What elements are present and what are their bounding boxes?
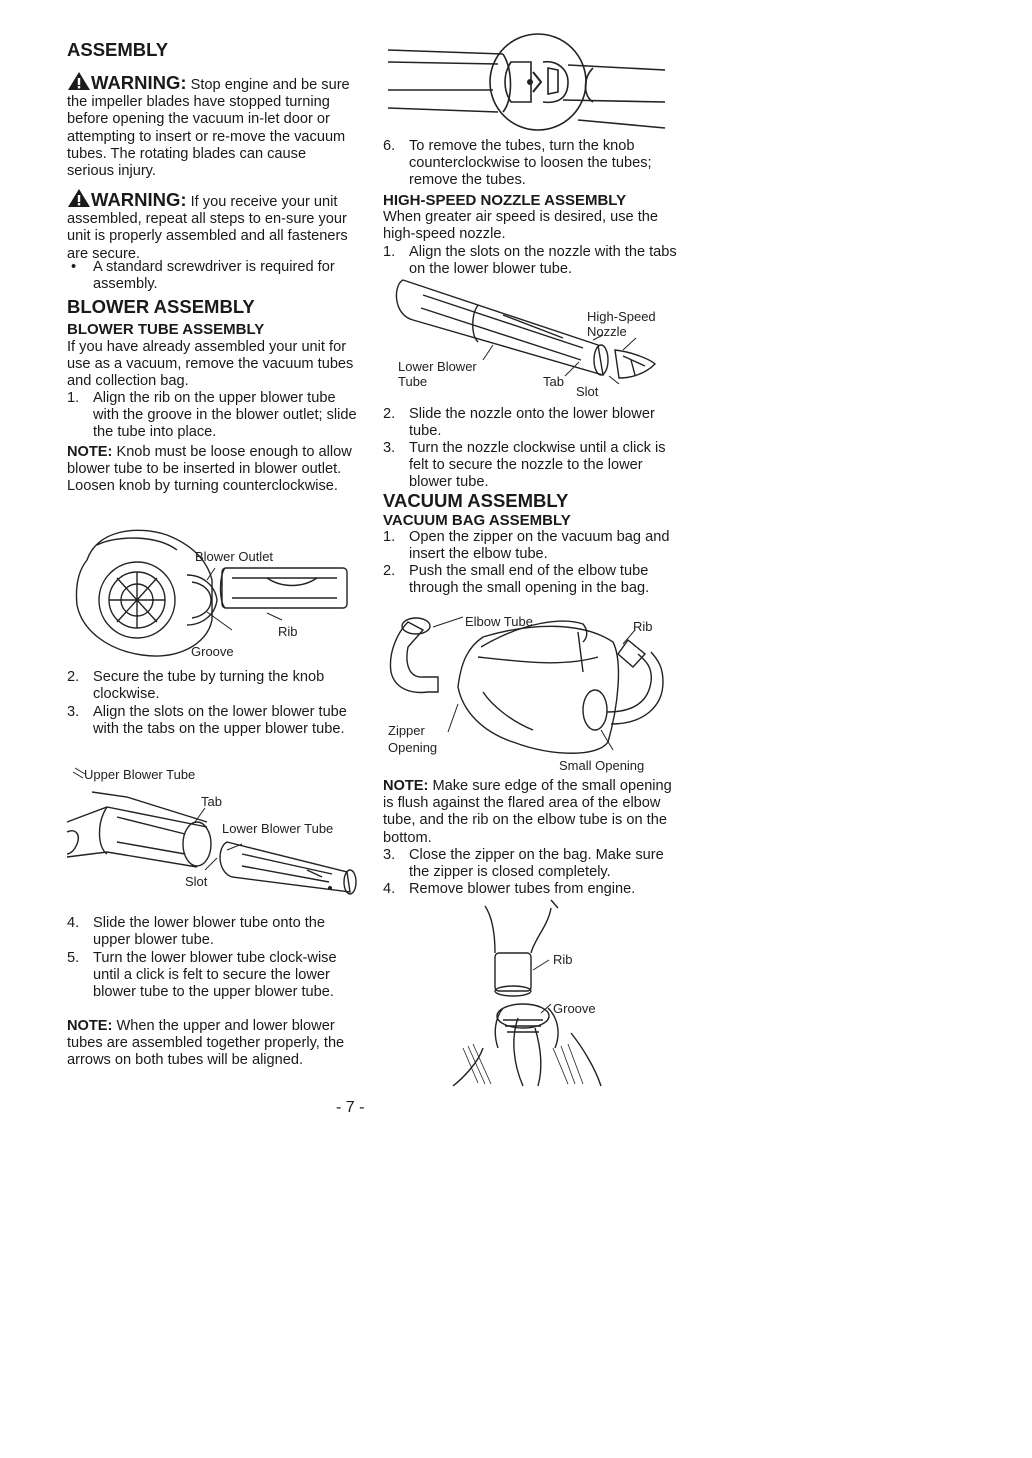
tab-label: Tab	[201, 794, 222, 809]
warning-2-text: If you receive your unit assembled, repeat all steps to en-sure your unit is properly assembled and all fasteners are secure.	[67, 194, 348, 262]
nozzle-label: Nozzle	[587, 324, 627, 339]
engine-groove-illustration	[423, 898, 663, 1088]
step-number: 5.	[67, 950, 80, 966]
step-text: Close the zipper on the bag. Make sure the zipper is closed completely.	[409, 847, 664, 881]
groove-label: Groove	[553, 1001, 596, 1016]
step-number: 2.	[67, 669, 80, 685]
note-1	[67, 444, 357, 496]
step-text: Align the rib on the upper blower tube with the groove in the blower outlet; slide the tube into place.	[93, 390, 357, 441]
bullet-text: A standard screwdriver is required for assembly.	[93, 259, 335, 293]
note-3-text: Make sure edge of the small opening is flush against the flared area of the elbow tube, and the rib on the elbow tube is on the bottom.	[383, 778, 672, 846]
step-number: 2.	[383, 406, 396, 422]
step-text: To remove the tubes, turn the knob counterclockwise to loosen the tubes; remove the tubes.	[409, 138, 652, 189]
step-number: 1.	[383, 244, 396, 260]
upper-blower-tube-label: Upper Blower Tube	[84, 767, 196, 782]
high-speed-nozzle-heading: HIGH-SPEED NOZZLE ASSEMBLY	[383, 192, 627, 209]
blower-tubes-figure	[67, 762, 357, 902]
step-text: Slide the lower blower tube onto the upper blower tube.	[93, 915, 326, 949]
vacuum-assembly-heading: VACUUM ASSEMBLY	[383, 490, 569, 511]
note-3	[383, 778, 673, 847]
vacuum-bag-figure	[383, 612, 673, 777]
step-text: Push the small end of the elbow tube through the small opening in the bag.	[409, 563, 650, 597]
step-number: 3.	[383, 847, 396, 863]
step-number: 3.	[383, 440, 396, 456]
page-number: - 7 -	[336, 1099, 365, 1116]
step-number: 4.	[67, 915, 80, 931]
groove-label: Groove	[191, 644, 234, 659]
step-number: 3.	[67, 704, 80, 720]
rib-label: Rib	[278, 624, 298, 639]
blower-tube-assembly-heading: BLOWER TUBE ASSEMBLY	[67, 321, 265, 338]
tab-label: Tab	[543, 374, 564, 389]
blower-outlet-label: Blower Outlet	[195, 549, 274, 564]
step-text: Secure the tube by turning the knob clockwise.	[93, 669, 325, 703]
step-text: Remove blower tubes from engine.	[409, 881, 636, 897]
elbow-tube-label: Elbow Tube	[465, 614, 533, 629]
note-1-text: Knob must be loose enough to allow blower tube to be inserted in blower outlet. Loosen knob by turning counterclockwise.	[67, 444, 352, 495]
step-text: Turn the nozzle clockwise until a click is felt to secure the nozzle to the lower blower tube.	[409, 440, 666, 491]
step-number: 6.	[383, 138, 396, 154]
bullet-mark: •	[71, 259, 77, 275]
step-text: Slide the nozzle onto the lower blower tube.	[409, 406, 655, 440]
high-speed-label: High-Speed	[587, 309, 656, 324]
note-1-label: NOTE:	[67, 444, 113, 460]
blower-intro: If you have already assembled your unit for use as a vacuum, remove the vacuum tubes and collection bag.	[67, 339, 354, 390]
lower-blower-label: Lower Blower	[398, 359, 477, 374]
step-text: Align the slots on the nozzle with the tabs on the lower blower tube.	[409, 244, 677, 278]
note-3-label: NOTE:	[383, 778, 429, 794]
step-number: 1.	[67, 390, 80, 406]
warning-2-label: WARNING:	[91, 189, 187, 210]
zipper-label: Zipper	[388, 723, 425, 738]
tube-knob-illustration	[383, 40, 673, 135]
warning-1	[67, 71, 357, 180]
blower-outlet-figure	[67, 520, 357, 670]
engine-groove-figure	[423, 898, 663, 1088]
nozzle-intro: When greater air speed is desired, use the high-speed nozzle.	[383, 209, 659, 243]
vacuum-bag-assembly-heading: VACUUM BAG ASSEMBLY	[383, 512, 571, 529]
warning-1-text: Stop engine and be sure the impeller blades have stopped turning before opening the vacuum in-let door or attempting to insert or re-move the vacuum tubes. The rotating blades can cause serious injury.	[67, 77, 350, 180]
step-number: 1.	[383, 529, 396, 545]
tube-label: Tube	[398, 374, 428, 389]
slot-label: Slot	[576, 384, 599, 399]
small-opening-label: Small Opening	[559, 758, 645, 773]
note-2-label: NOTE:	[67, 1018, 113, 1034]
step-text: Turn the lower blower tube clock-wise until a click is felt to secure the lower blower tube to the upper blower tube.	[93, 950, 337, 1001]
assembly-heading: ASSEMBLY	[67, 39, 169, 60]
tube-knob-figure	[383, 40, 673, 135]
rib-label: Rib	[633, 619, 653, 634]
slot-label: Slot	[185, 874, 208, 889]
step-text: Align the slots on the lower blower tube with the tabs on the upper blower tube.	[93, 704, 347, 738]
warning-2	[67, 188, 357, 263]
warning-icon	[67, 71, 91, 91]
step-number: 4.	[383, 881, 396, 897]
warning-icon	[67, 188, 91, 208]
opening-label: Opening	[388, 740, 438, 755]
warning-1-label: WARNING:	[91, 72, 187, 93]
step-text: Open the zipper on the vacuum bag and insert the elbow tube.	[409, 529, 670, 563]
nozzle-figure	[383, 280, 673, 400]
note-2-text: When the upper and lower blower tubes are assembled together properly, the arrows on both tubes will be aligned.	[67, 1018, 345, 1069]
rib-label: Rib	[553, 952, 573, 967]
step-number: 2.	[383, 563, 396, 579]
blower-assembly-heading: BLOWER ASSEMBLY	[67, 296, 255, 317]
lower-blower-tube-label: Lower Blower Tube	[222, 821, 334, 836]
note-2	[67, 1018, 357, 1070]
